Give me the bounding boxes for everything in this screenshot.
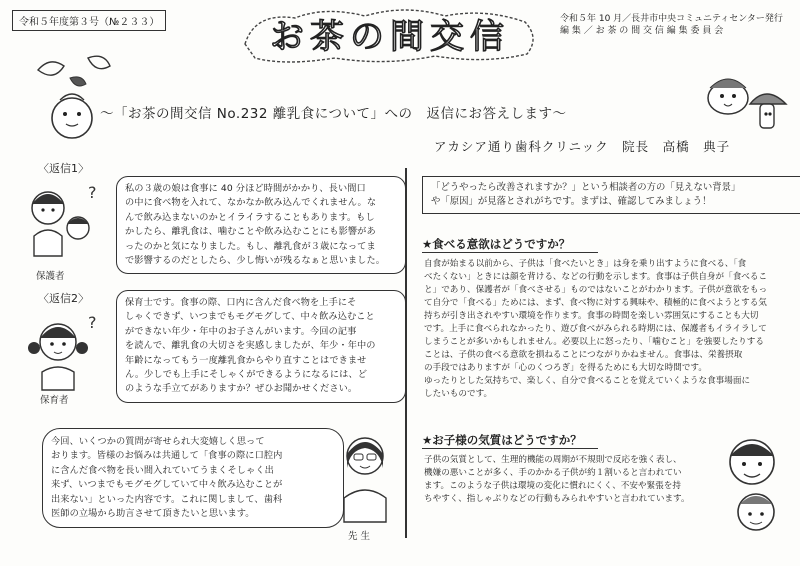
teacher-line: 今回、いくつかの質問が寄せられ大変嬉しく思って [51,436,265,447]
editor-line: 編 集 ／ お 茶 の 間 交 信 編 集 委 員 会 [560,26,724,36]
section1-line: の手段ではありますが「心のくつろぎ」を得るためにも大切な時間です。 [424,363,707,373]
dentist-label: 先 生 [348,531,371,542]
headline: 〜「お茶の間交信 No.232 離乳食について」への 返信にお答えします〜 [100,106,567,122]
nursery-teacher-label: 保育者 [40,395,69,406]
section1-line: と」であり、保護者が「食べさせる」ものではないことがわかります。子供が意欲をもっ [424,285,768,295]
dentist-illustration [332,424,398,524]
parent-illustration [18,176,104,262]
reply2-line: を読んで、離乳食の大切さを実感しましたが、年少・年中の [125,340,376,352]
teacher-line: おります。皆様のお悩みは共通して「食事の際に口腔内 [51,450,283,462]
section2-title: ★お子様の気質はどうですか？ [422,432,598,449]
callout-line: 「どうやったら改善されますか？」という相談者の方の「見えない背景」 [431,182,741,193]
teacher-line: 来ず、いつまでもモグモグしていて中々飲み込むことが [51,479,283,491]
reply2-line: 保育士です。食事の際、口内に含んだ食べ物を上手にそ [125,297,357,308]
section2-line: ます。このような子供は環境の変化に慣れにくく、不安や緊張を持 [424,481,681,491]
section1-body [424,258,790,401]
reply2-box [116,290,406,403]
baby-leaves-illustration [30,48,120,148]
teacher-line: 出来ない」といった内容です。これに関しまして、歯科 [51,493,283,505]
publisher-line: 令和５年 10 月／長井市中央コミュニティセンター発行 [560,14,783,24]
publisher-info [560,13,790,37]
reply1-line: で影響するのだとしたら、少し悔いが残るなぁと思いました。 [125,255,386,267]
reply2-line: ん。少しでも上手にそしゃくができるようになるには、ど [125,369,368,381]
section2-line: 機嫌の悪いことが多く、手のかかる子供が約１割いると言われてい [424,468,682,478]
reply1-line: んで飲み込まないのかとイライラすることもあります。もし [125,211,375,223]
nursery-teacher-illustration [18,306,108,392]
reply2-line: ができない年少・年中のお子さんがいます。今回の記事 [125,325,357,337]
reply2-line: 年齢になってもう一度離乳食からやり直すことはできませ [125,354,367,366]
section1-line: です。上手に食べられなかったり、遊び食べがみられる時期には、保護者もイライラして [424,324,767,334]
teacher-line: 医師の立場から助言させて頂きたいと思います。 [51,508,255,520]
section1-line: ゆったりとした気持ちで、楽しく、自分で食べることを覚えていくような食事場面に [424,376,751,386]
children-illustration [712,432,792,542]
section2-body [424,454,714,506]
callout-line: や「原因」が見落とされがちです。まずは、確認してみましょう！ [431,196,712,207]
callout-box [422,176,800,214]
section1-line: 自食が始まる以前から、子供は「食べたいとき」は身を乗り出すように食べる、「食 [424,259,747,269]
section2-line: ちやすく、指しゃぶりなどの行動もみられやすいと言われています。 [424,494,690,504]
section1-title: ★食べる意欲はどうですか？ [422,236,598,253]
section1-line: 持ちが引き出されやすい環境を作ります。食事の時間を楽しい雰囲気にすることも大切 [424,311,759,321]
title-banner [235,4,545,66]
svg-text:?: ? [88,313,97,332]
section1-line: したいものです。 [424,389,493,399]
reply1-line: ったのかと気になりました。もし、離乳食が３歳になってま [125,240,376,252]
mascots-illustration [700,58,790,138]
section1-line: ことは、子供の食べる意欲を損ねることにつながりかねません。食事は、栄養摂取 [424,350,743,360]
author-line: アカシア通り歯科クリニック 院長 高橋 典子 [434,139,731,154]
section1-line: べたくない」ときには顔を背ける、などの行動を示します。食事は子供自身が「食べるこ [424,272,768,282]
section1-line: て自分で「食べる」ためには、まず、食べ物に対する興味や、積極的に食べようとする気 [424,298,767,308]
reply1-box [116,176,406,274]
reply2-label: 〈返信2〉 [38,292,89,305]
reply1-label: 〈返信1〉 [38,162,89,175]
teacher-line: に含んだ食べ物を長い間入れていてうまくそしゃく出 [51,464,274,476]
reply2-line: のような手立てがありますか？ぜひお聞かせください。 [125,383,358,395]
reply2-line: しゃくできず、いつまでもモグモグして、中々飲み込むこと [125,311,375,323]
section1-line: しまうことが多いかもしれません。必要以上に怒ったり、「噛むこと」を強要したりする [424,337,764,347]
svg-text:?: ? [88,183,97,202]
newsletter-title: お茶の間交信 [270,17,510,57]
parent-label: 保護者 [36,271,65,282]
reply1-line: 私の３歳の娘は食事に 40 分ほど時間がかかり、長い間口 [125,183,366,194]
section2-line: 子供の気質として、生理的機能の周期が不規則で反応を強く表し、 [424,455,682,465]
reply1-line: かしたら、離乳食は、噛むことや飲み込むことにも影響があ [125,226,376,238]
teacher-box [42,428,344,528]
issue-number: 令和５年度第３号（№２３３） [12,10,166,31]
reply1-line: の中に食べ物を入れて、なかなか飲み込んでくれません。な [125,197,377,209]
